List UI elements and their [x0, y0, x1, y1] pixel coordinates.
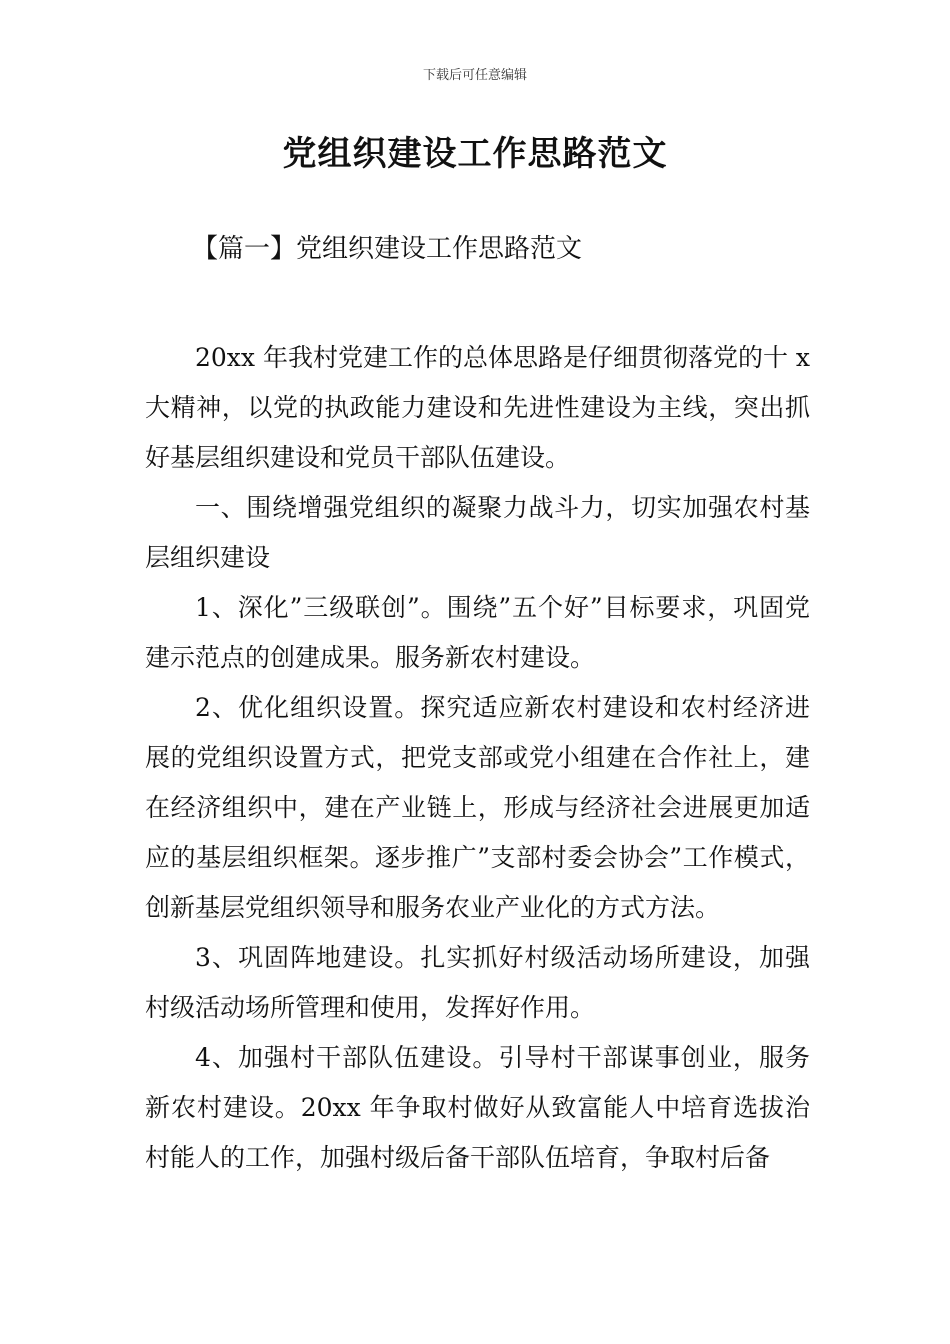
header-note: 下载后可任意编辑 — [422, 68, 527, 83]
paragraph-item-4: 4、加强村干部队伍建设。引导村干部谋事创业，服务新农村建设。20xx 年争取村做好从致富能人中培育选拔治村能人的工作，加强村级后备干部队伍培育，争取村后备 — [145, 1043, 810, 1172]
paragraph-heading-one: 一、围绕增强党组织的凝聚力战斗力，切实加强农村基层组织建设 — [145, 493, 810, 572]
paragraph-item-2: 2、优化组织设置。探究适应新农村建设和农村经济进展的党组织设置方式，把党支部或党小组建在合作社上，建在经济组织中，建在产业链上，形成与经济社会进展更加适应的基层组织框架。逐步推广”支部村委会协会”工作模式，创新基层党组织领导和服务农业产业化的方式方法。 — [145, 693, 810, 922]
paragraph-item-1: 1、深化”三级联创”。围绕”五个好”目标要求，巩固党建示范点的创建成果。服务新农村建设。 — [145, 593, 810, 672]
paragraph-item-3: 3、巩固阵地建设。扎实抓好村级活动场所建设，加强村级活动场所管理和使用，发挥好作用。 — [145, 943, 810, 1022]
body-text — [145, 333, 810, 1183]
paragraph-overview: 20xx 年我村党建工作的总体思路是仔细贯彻落党的十 x 大精神，以党的执政能力建设和先进性建设为主线，突出抓好基层组织建设和党员干部队伍建设。 — [145, 343, 811, 472]
document-title: 党组织建设工作思路范文 — [282, 134, 668, 174]
section-heading: 【篇一】党组织建设工作思路范文 — [192, 234, 583, 264]
